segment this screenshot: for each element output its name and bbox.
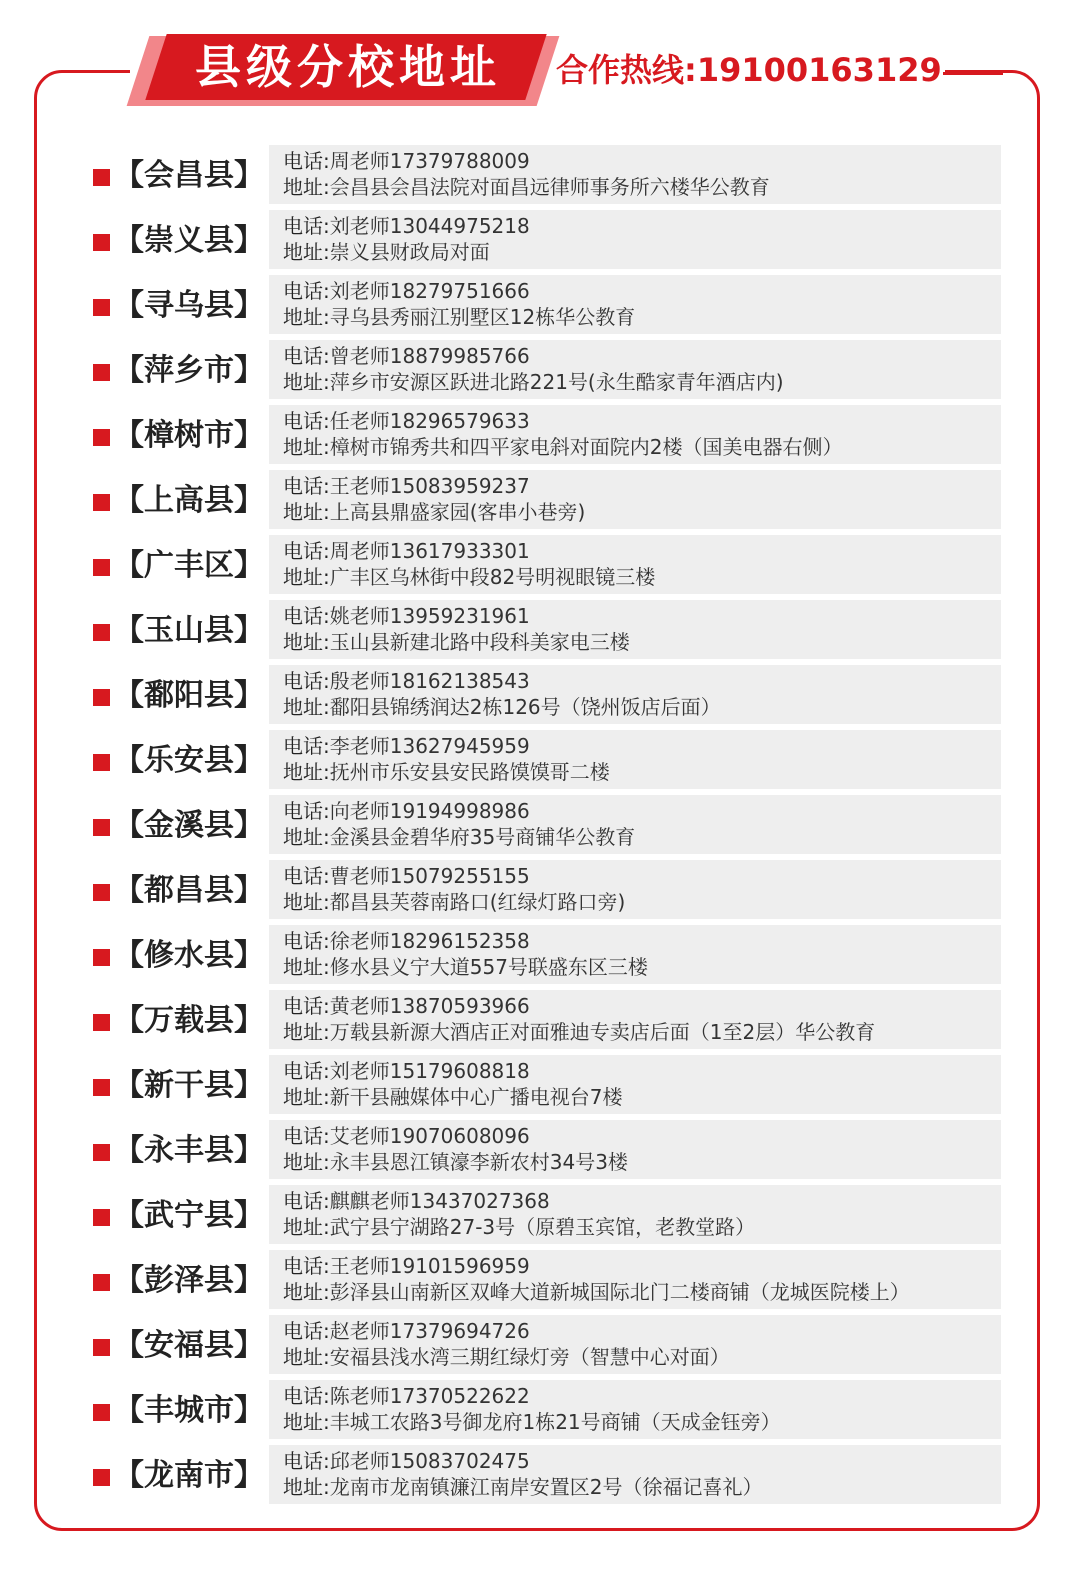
list-item [0, 1185, 1080, 1250]
county-name: 【安福县】 [114, 1328, 264, 1363]
address-line [283, 1474, 762, 1500]
address-label: 地址: [283, 955, 330, 979]
square-bullet-icon [93, 1339, 110, 1356]
phone-label: 电话: [283, 1449, 330, 1473]
phone-line [283, 343, 530, 369]
county-name: 【万载县】 [114, 1003, 264, 1038]
phone-label: 电话: [283, 669, 330, 693]
square-bullet-icon [93, 819, 110, 836]
phone-line [283, 408, 530, 434]
address-label: 地址: [283, 695, 330, 719]
list-item [0, 470, 1080, 535]
phone-line [283, 993, 530, 1019]
address-label: 地址: [283, 1410, 330, 1434]
phone-label: 电话: [283, 1319, 330, 1343]
county-name: 【彭泽县】 [114, 1263, 264, 1298]
address-label: 地址: [283, 565, 330, 589]
address-label: 地址: [283, 760, 330, 784]
address-line [283, 824, 635, 850]
phone-line [283, 1318, 530, 1344]
address-value: 修水县义宁大道557号联盛东区三楼 [329, 955, 648, 979]
list-item [0, 925, 1080, 990]
square-bullet-icon [93, 884, 110, 901]
address-label: 地址: [283, 1085, 330, 1109]
phone-value: 麒麒老师13437027368 [329, 1189, 550, 1213]
address-line [283, 1019, 875, 1045]
phone-line [283, 148, 530, 174]
address-line [283, 889, 625, 915]
address-line [283, 239, 490, 265]
phone-label: 电话: [283, 799, 330, 823]
square-bullet-icon [93, 1144, 110, 1161]
county-name: 【寻乌县】 [114, 288, 264, 323]
phone-value: 刘老师15179608818 [329, 1059, 530, 1083]
list-item [0, 405, 1080, 470]
address-label: 地址: [283, 1215, 330, 1239]
school-list [0, 145, 1080, 1510]
address-line [283, 954, 648, 980]
list-item [0, 340, 1080, 405]
phone-line [283, 538, 530, 564]
address-line [283, 1149, 628, 1175]
square-bullet-icon [93, 234, 110, 251]
address-label: 地址: [283, 890, 330, 914]
address-value: 樟树市锦秀共和四平家电斜对面院内2楼（国美电器右侧） [329, 435, 843, 459]
address-label: 地址: [283, 1150, 330, 1174]
county-name: 【修水县】 [114, 938, 264, 973]
address-value: 鄱阳县锦绣润达2栋126号（饶州饭店后面） [329, 695, 721, 719]
phone-value: 姚老师13959231961 [329, 604, 530, 628]
address-value: 新干县融媒体中心广播电视台7楼 [329, 1085, 623, 1109]
address-value: 上高县鼎盛家园(客串小巷旁) [329, 500, 586, 524]
address-value: 会昌县会昌法院对面昌远律师事务所六楼华公教育 [329, 175, 770, 199]
list-item [0, 795, 1080, 860]
county-name: 【会昌县】 [114, 158, 264, 193]
list-item [0, 535, 1080, 600]
square-bullet-icon [93, 299, 110, 316]
phone-value: 王老师15083959237 [329, 474, 530, 498]
address-label: 地址: [283, 1345, 330, 1369]
list-item [0, 275, 1080, 340]
list-item [0, 1120, 1080, 1185]
square-bullet-icon [93, 364, 110, 381]
address-line [283, 1409, 781, 1435]
address-label: 地址: [283, 305, 330, 329]
phone-value: 周老师13617933301 [329, 539, 530, 563]
address-line [283, 1279, 910, 1305]
phone-value: 赵老师17379694726 [329, 1319, 530, 1343]
address-label: 地址: [283, 1020, 330, 1044]
phone-line [283, 213, 530, 239]
address-line [283, 434, 842, 460]
address-label: 地址: [283, 240, 330, 264]
address-line [283, 759, 610, 785]
phone-label: 电话: [283, 929, 330, 953]
address-value: 萍乡市安源区跃进北路221号(永生酷家青年酒店内) [329, 370, 784, 394]
county-name: 【金溪县】 [114, 808, 264, 843]
county-name: 【新干县】 [114, 1068, 264, 1103]
county-name: 【乐安县】 [114, 743, 264, 778]
county-name: 【玉山县】 [114, 613, 264, 648]
list-item [0, 990, 1080, 1055]
phone-label: 电话: [283, 1059, 330, 1083]
phone-value: 殷老师18162138543 [329, 669, 530, 693]
address-line [283, 1344, 730, 1370]
phone-label: 电话: [283, 1189, 330, 1213]
address-value: 丰城工农路3号御龙府1栋21号商铺（天成金钰旁） [329, 1410, 781, 1434]
address-value: 金溪县金碧华府35号商铺华公教育 [329, 825, 636, 849]
list-item [0, 1445, 1080, 1510]
phone-value: 李老师13627945959 [329, 734, 530, 758]
square-bullet-icon [93, 949, 110, 966]
phone-line [283, 733, 530, 759]
address-value: 安福县浅水湾三期红绿灯旁（智慧中心对面） [329, 1345, 730, 1369]
address-value: 广丰区乌林街中段82号明视眼镜三楼 [329, 565, 656, 589]
address-value: 武宁县宁湖路27-3号（原碧玉宾馆，老教堂路） [329, 1215, 756, 1239]
phone-line [283, 278, 530, 304]
county-name: 【鄱阳县】 [114, 678, 264, 713]
phone-value: 陈老师17370522622 [329, 1384, 530, 1408]
hotline-label: 合作热线: [556, 51, 697, 89]
phone-value: 向老师19194998986 [329, 799, 530, 823]
county-name: 【丰城市】 [114, 1393, 264, 1428]
list-item [0, 1055, 1080, 1120]
phone-line [283, 863, 530, 889]
hotline-number: 19100163129 [696, 51, 942, 89]
hotline [556, 46, 942, 94]
address-value: 彭泽县山南新区双峰大道新城国际北门二楼商铺（龙城医院楼上） [329, 1280, 910, 1304]
phone-line [283, 1123, 530, 1149]
square-bullet-icon [93, 754, 110, 771]
phone-label: 电话: [283, 1254, 330, 1278]
county-name: 【都昌县】 [114, 873, 264, 908]
phone-line [283, 798, 530, 824]
phone-label: 电话: [283, 214, 330, 238]
address-label: 地址: [283, 500, 330, 524]
phone-label: 电话: [283, 994, 330, 1018]
address-value: 永丰县恩江镇濠李新农村34号3楼 [329, 1150, 628, 1174]
list-item [0, 1250, 1080, 1315]
list-item [0, 145, 1080, 210]
square-bullet-icon [93, 494, 110, 511]
phone-line [283, 1448, 530, 1474]
phone-label: 电话: [283, 864, 330, 888]
phone-label: 电话: [283, 1124, 330, 1148]
phone-label: 电话: [283, 279, 330, 303]
county-name: 【武宁县】 [114, 1198, 264, 1233]
address-label: 地址: [283, 175, 330, 199]
phone-value: 邱老师15083702475 [329, 1449, 530, 1473]
list-item [0, 600, 1080, 665]
address-label: 地址: [283, 370, 330, 394]
address-label: 地址: [283, 435, 330, 459]
phone-value: 刘老师18279751666 [329, 279, 530, 303]
address-value: 抚州市乐安县安民路馍馍哥二楼 [329, 760, 610, 784]
county-name: 【萍乡市】 [114, 353, 264, 388]
phone-line [283, 473, 530, 499]
county-name: 【永丰县】 [114, 1133, 264, 1168]
phone-line [283, 1058, 530, 1084]
address-line [283, 304, 635, 330]
phone-value: 徐老师18296152358 [329, 929, 530, 953]
phone-value: 周老师17379788009 [329, 149, 530, 173]
phone-value: 艾老师19070608096 [329, 1124, 530, 1148]
phone-line [283, 668, 530, 694]
square-bullet-icon [93, 429, 110, 446]
phone-label: 电话: [283, 409, 330, 433]
address-line [283, 1214, 755, 1240]
phone-label: 电话: [283, 539, 330, 563]
address-value: 寻乌县秀丽江别墅区12栋华公教育 [329, 305, 636, 329]
phone-label: 电话: [283, 1384, 330, 1408]
square-bullet-icon [93, 559, 110, 576]
phone-value: 刘老师13044975218 [329, 214, 530, 238]
address-value: 玉山县新建北路中段科美家电三楼 [329, 630, 630, 654]
county-name: 【崇义县】 [114, 223, 264, 258]
square-bullet-icon [93, 1209, 110, 1226]
county-name: 【广丰区】 [114, 548, 264, 583]
address-line [283, 564, 655, 590]
phone-label: 电话: [283, 344, 330, 368]
phone-line [283, 603, 530, 629]
county-name: 【樟树市】 [114, 418, 264, 453]
list-item [0, 1380, 1080, 1445]
phone-line [283, 1383, 530, 1409]
address-line [283, 694, 721, 720]
address-value: 龙南市龙南镇濂江南岸安置区2号（徐福记喜礼） [329, 1475, 763, 1499]
address-value: 万载县新源大酒店正对面雅迪专卖店后面（1至2层）华公教育 [329, 1020, 876, 1044]
address-line [283, 1084, 622, 1110]
address-line [283, 629, 630, 655]
county-name: 【上高县】 [114, 483, 264, 518]
phone-label: 电话: [283, 734, 330, 758]
phone-line [283, 1188, 550, 1214]
address-line [283, 499, 585, 525]
list-item [0, 860, 1080, 925]
phone-line [283, 928, 530, 954]
title-banner [138, 30, 558, 108]
list-item [0, 730, 1080, 795]
square-bullet-icon [93, 1079, 110, 1096]
square-bullet-icon [93, 1469, 110, 1486]
square-bullet-icon [93, 169, 110, 186]
square-bullet-icon [93, 1274, 110, 1291]
address-value: 都昌县芙蓉南路口(红绿灯路口旁) [329, 890, 626, 914]
address-line [283, 174, 770, 200]
square-bullet-icon [93, 1014, 110, 1031]
page-title: 县级分校地址 [195, 40, 501, 94]
phone-line [283, 1253, 530, 1279]
phone-label: 电话: [283, 604, 330, 628]
phone-label: 电话: [283, 149, 330, 173]
address-label: 地址: [283, 1475, 330, 1499]
square-bullet-icon [93, 689, 110, 706]
phone-value: 曾老师18879985766 [329, 344, 530, 368]
square-bullet-icon [93, 624, 110, 641]
square-bullet-icon [93, 1404, 110, 1421]
address-value: 崇义县财政局对面 [329, 240, 490, 264]
phone-value: 黄老师13870593966 [329, 994, 530, 1018]
phone-label: 电话: [283, 474, 330, 498]
address-label: 地址: [283, 825, 330, 849]
phone-value: 王老师19101596959 [329, 1254, 530, 1278]
address-line [283, 369, 784, 395]
phone-value: 任老师18296579633 [329, 409, 530, 433]
list-item [0, 665, 1080, 730]
phone-value: 曹老师15079255155 [329, 864, 530, 888]
list-item [0, 1315, 1080, 1380]
address-label: 地址: [283, 1280, 330, 1304]
hotline-divider [943, 72, 1003, 75]
address-label: 地址: [283, 630, 330, 654]
list-item [0, 210, 1080, 275]
county-name: 【龙南市】 [114, 1458, 264, 1493]
